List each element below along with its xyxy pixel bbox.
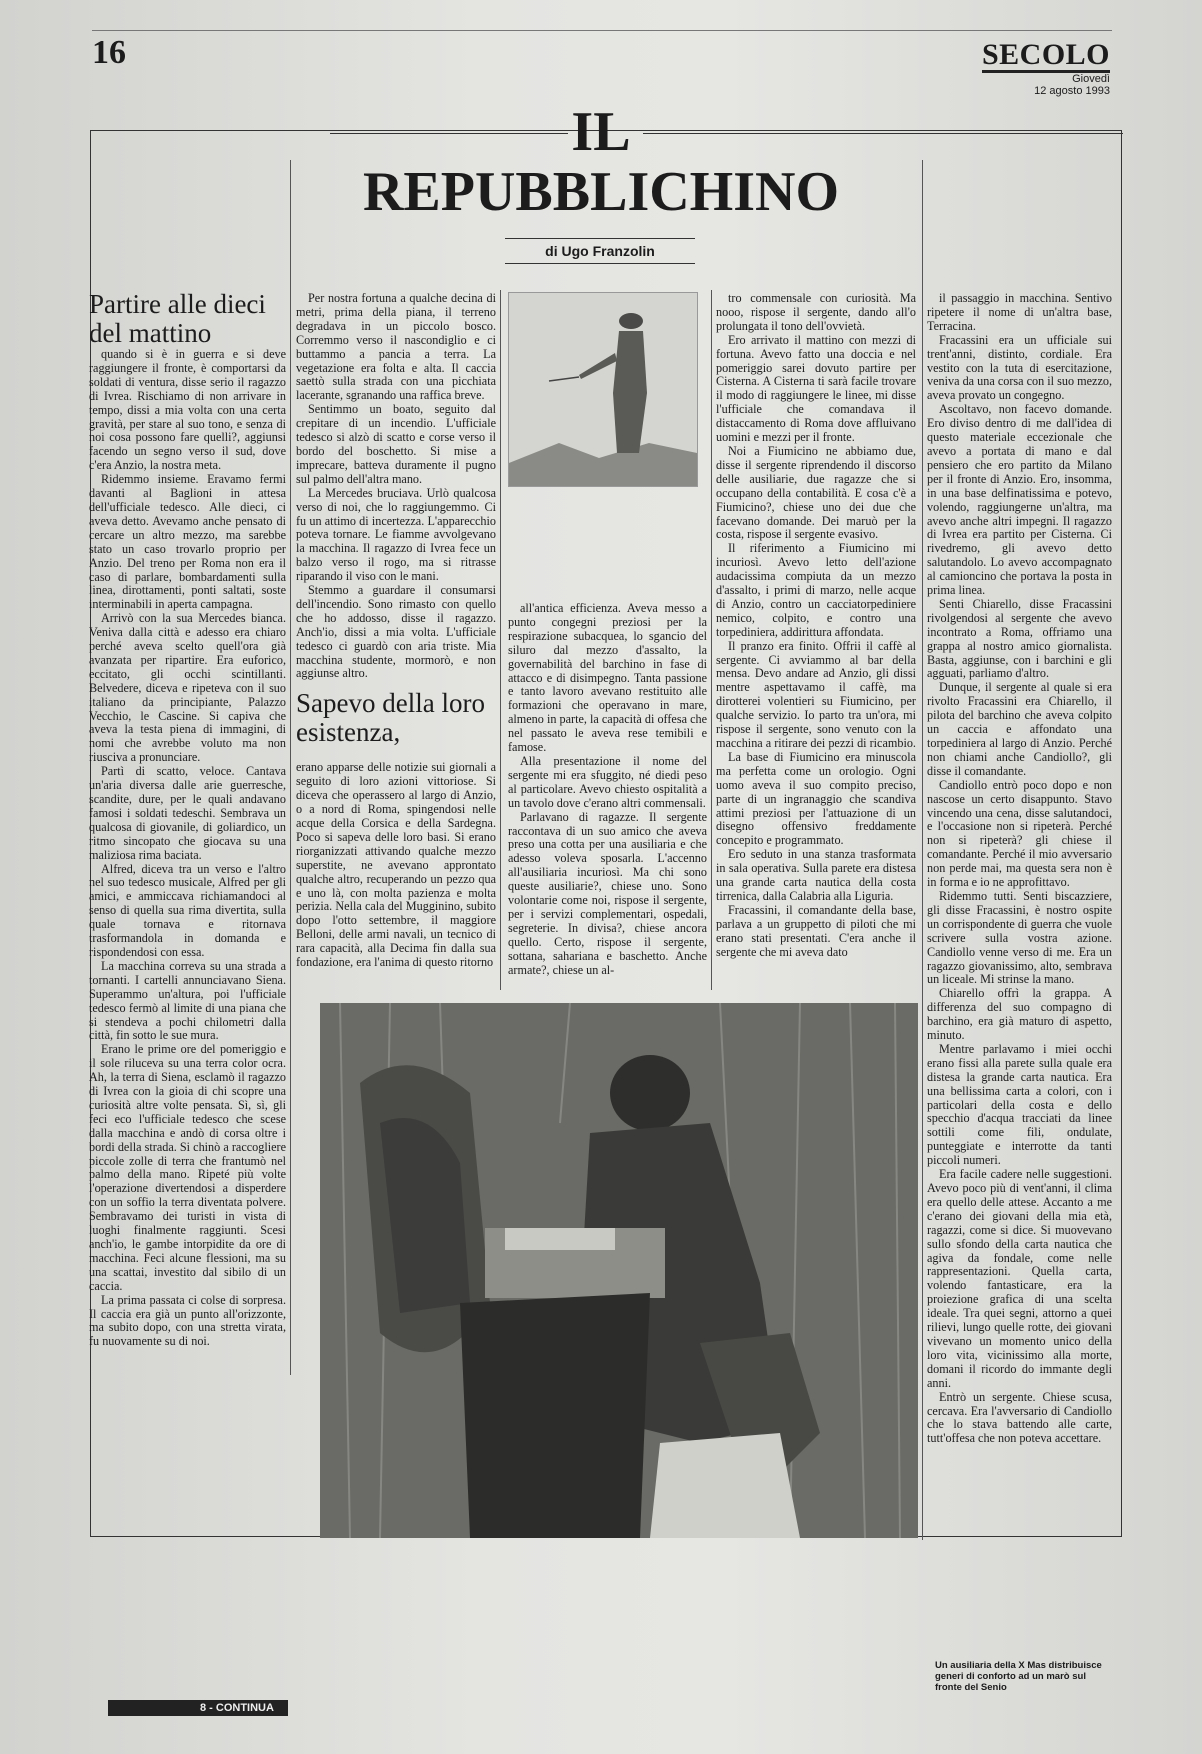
column-rule [922, 160, 923, 1540]
paragraph: Dunque, il sergente al quale si era rivolto Fracassini era Chiarello, il pilota del barchino che aveva colpito un caccia e affondato una torpediniera al largo di Anzio. Perché non chiami anche Candiollo?, gli disse il comandante. [927, 680, 1112, 778]
paragraph: Fracassini era un ufficiale sui trent'anni, distinto, cordiale. Era vestito con la tuta di esercitazione, veniva da una corsa con il suo mezzo, aveva provato un congegno. [927, 332, 1112, 403]
paragraph: Senti Chiarello, disse Fracassini rivolgendosi al sergente che avevo incontrato a Roma, offriamo una grappa al nostro amico giornalista. Basta, aggiunse, con i barchini e gli agguati, parliamo d'altro. [927, 596, 1112, 681]
paragraph: Il riferimento a Fiumicino mi incuriosì. Avevo letto dell'azione audacissima compiuta da un mezzo d'assalto, i primi di marzo, nelle acque di Anzio, contro un cacciatorpediniere nemico, colpito, e contro una torpediniera, addirittura affondata. [716, 541, 916, 639]
article-title-line1: IL [571, 101, 631, 163]
paragraph: Arrivò con la sua Mercedes bianca. Veniva dalla città e adesso era chiaro perché aveva scelto quell'ora già avanzata per ripartire. Era euforico, eccitato, gli occhi scintillanti. Belvedere, diceva e ripeteva con il suo italiano da principiante, Palazzo Vecchio, le Cascine. Si capiva che aveva la testa piena di immagini, di nomi che avrebbe voluto ma non riusciva a pronunciare. [89, 611, 286, 765]
page-number: 16 [92, 34, 126, 71]
article-column-3 [508, 602, 707, 994]
paragraph: Per nostra fortuna a qualche decina di metri, prima della piana, il terreno degradava in un piccolo bosco. Corremmo verso il nascondiglio e ci buttammo a pancia a terra. La vegetazione era folta e alta. Il caccia saettò sulla strada con una picchiata lacerante, sgranando una raffica breve. [296, 291, 496, 403]
article-title-line2: REPUBBLICHINO [362, 161, 840, 223]
article-column-2 [296, 292, 496, 992]
column-rule [290, 160, 291, 1375]
masthead-date: 12 agosto 1993 [1034, 85, 1110, 97]
photo-caption: Un ausiliaria della X Mas distribuisce generi di conforto ad un marò sul fronte del Senio [935, 1660, 1102, 1693]
paragraph: La Mercedes bruciava. Urlò qualcosa verso di noi, che lo raggiungemmo. Ci fu un attimo di incertezza. L'apparecchio poteva tornare. Le fiamme avvolgevano la macchina. Il ragazzo di Ivrea fece un balzo verso il rogo, ma si ritrasse riparando il viso con le mani. [296, 485, 496, 584]
paragraph: Era facile cadere nelle suggestioni. Avevo poco più di vent'anni, il clima era quello delle attese. Accanto a me c'erano dei giovani della mia età, ragazzi, come si dice. Si muovevano sullo sfondo della carta nautica che agiva da fondale, come nelle rappresentazioni. Quella carta, volendo fantasticare, era la proiezione grafica di una scelta ideale. Tra quei segni, attorno a quei rilievi, lungo quelle rotte, dei giovani vivevano un momento unico della loro vita, vicinissimo alla morte, domani il ricordo do immante degli anni. [927, 1167, 1112, 1390]
paragraph: La base di Fiumicino era minuscola ma perfetta come un orologio. Ogni uomo aveva il suo compito preciso, parte di un ingranaggio che scandiva attimi preziosi per l'attuazione di un disegno offensivo freddamente concepito e programmato. [716, 749, 916, 848]
section-heading: Partire alle dieci del mattino [89, 289, 266, 348]
paragraph: Il pranzo era finito. Offrii il caffè al sergente. Ci avviammo al bar della mensa. Devo andare ad Anzio, gli dissi mentre aspettavamo il caffè, ma dirotterei volentieri su Fiumicino, per qualche servizio. Io parto tra un'ora, mi rispose il sergente, sono venuto con la macchina a ritirare dei pezzi di ricambio. [716, 638, 916, 750]
paragraph: tro commensale con curiosità. Ma nooo, rispose il sergente, dando all'o prolungata il tono dell'ovvietà. [716, 291, 916, 333]
article-column-4 [716, 292, 916, 992]
paragraph: Partì di scatto, veloce. Cantava un'aria diversa dalle arie guerresche, scandite, dure, per le quali andavano famosi i soldati tedeschi. Sembrava un qualcosa di giovanile, di goliardico, un ritmo sincopato che giocava su una maliziosa rima baciata. [89, 764, 286, 862]
column-rule [500, 290, 501, 990]
paragraph: Candiollo entrò poco dopo e non nascose un certo disappunto. Stavo vincendo una cena, disse salutandoci, e l'occasione non si ripeterà. Perché non si ripeterà? gli chiese il comandante. Perché il mio avversario non perde mai, ma questa sera non è in forma e io ne approfittavo. [927, 777, 1112, 890]
paragraph: erano apparse delle notizie sui giornali a seguito di loro azioni vittoriose. Si diceva che operassero al largo di Anzio, o a nord di Roma, spingendosi nelle acque della Corsica e della Sardegna. Poco si sapeva delle loro basi. Si erano riorganizzati attivando qualche mezzo superstite, ne avevano approntato qualche altro, recuperando un pezzo qua e uno là, con molta pazienza e molta perizia. Nella cala del Mugginino, subito dopo l'otto settembre, il maggiore Belloni, delle armi navali, un tecnico di rara capacità, alla Decima fin dalla sua fondazione, era l'anima di questo ritorno [296, 760, 496, 970]
paragraph: Ridemmo tutti. Senti biscazziere, gli disse Fracassini, è nostro ospite un corrispondente di guerra che vuole scrivere sulla vostra azione. Candiollo venne verso di me. Era un ragazzo giovanissimo, alto, sembrava un liceale. Mi strinse la mano. [927, 888, 1112, 987]
paragraph: Mentre parlavamo i miei occhi erano fissi alla parete sulla quale era distesa la grande carta nautica. Era una bellissima carta a colori, con i particolari della costa e dello specchio d'acqua tracciati da linee sottili come fili, ondulate, punteggiate e interrotte da tanti piccoli numeri. [927, 1041, 1112, 1168]
article-photo-soldier [508, 292, 698, 487]
paragraph: Noi a Fiumicino ne abbiamo due, disse il sergente riprendendo il discorso delle ausiliarie, due ragazze che si occupano della contabilità. E cosa c'è a Fiumicino?, chiese uno dei due che facevano domande. Dei maruò per la costa, rispose il sergente evasivo. [716, 443, 916, 542]
top-rule [92, 30, 1112, 31]
paragraph: Ero seduto in una stanza trasformata in sala operativa. Sulla parete era distesa una grande carta nautica della costa tirrenica, dalla Calabria alla Liguria. [716, 847, 916, 903]
paragraph: La prima passata ci colse di sorpresa. Il caccia era già un punto all'orizzonte, ma subito dopo, con una stretta virata, fu nuovamente su di noi. [89, 1292, 286, 1349]
photo-soldier-illustration [509, 293, 697, 486]
paragraph: Ascoltavo, non facevo domande. Ero diviso dentro di me dall'idea di questo materiale eccezionale che avevo a portata di mano e dal pensiero che ero partito da Milano per il fronte di Anzio. Ero, insomma, in una base delfinatissima e potevo, volendo, raggiungerne un'altra, ma avevo anche altri impegni. Il ragazzo di Ivrea era partito per Cisterna. Ci rivedremo, gli avevo detto salutandolo. Lo avevo accompagnato al camioncino che portava la posta in prima linea. [927, 402, 1112, 598]
section-heading: Sapevo della loro esistenza, [296, 688, 485, 748]
paragraph: Ridemmo insieme. Eravamo fermi davanti al Baglioni in attesa dell'ufficiale tedesco. Alle dieci, ci aveva detto. Avevamo anche pensato di cercare un altro mezzo, ma sarebbe stato un caso trovarlo proprio per Anzio. Del treno per Roma non era il caso di parlare, bombardamenti sulla linea, dirottamenti, ponti saltati, soste interminabili in aperta campagna. [89, 472, 286, 612]
paragraph: Fracassini, il comandante della base, parlava a un gruppetto di piloti che mi erano stati presentati. C'era anche il sergente che mi aveva dato [716, 902, 916, 959]
masthead-day: Giovedì [1072, 73, 1110, 85]
paragraph: Ero arrivato il mattino con mezzi di fortuna. Avevo fatto una doccia e nel pomeriggio sarei dovuto partire per Cisterna. A Cisterna ti sarà facile trovare il modo di raggiungere le linee, mi disse l'ufficiale che comandava il distaccamento di Roma dove affluivano uomini e mezzi per il fronte. [716, 332, 916, 445]
paragraph: quando si è in guerra e si deve raggiungere il fronte, è comportarsi da soldati di ventura, disse serio il ragazzo di Ivrea. Rischiamo di non arrivare in tempo, dissi a mia volta con una certa gravità, per stare al suo tono, e senza di noi cosa possono fare quelli?, aggiunsi facendo un segno verso il sud, dove c'era Anzio, la nostra meta. [89, 347, 286, 473]
article-column-5 [927, 291, 1112, 1446]
paragraph: Entrò un sergente. Chiese scusa, cercava. Era l'avversario di Candiollo che lo stava battendo alle carte, tutt'offesa che non poteva accettare. [927, 1389, 1112, 1446]
paragraph: Sentimmo un boato, seguito dal crepitare di un incendio. L'ufficiale tedesco si alzò di scatto e corse verso il bordo del boschetto. Si mise a imprecare, batteva duramente il pugno sul palmo dell'altra mano. [296, 402, 496, 486]
paragraph: La macchina correva su una strada a tornanti. I cartelli annunciavano Siena. Superammo un'altura, poi l'ufficiale tedesco fermò al limite di una piana che si stendeva a pochi chilometri dalla città, fin sotto le sue mura. [89, 958, 286, 1043]
paragraph: Stemmo a guardare il consumarsi dell'incendio. Sono rimasto con quello che ho addosso, disse il ragazzo. Anch'io, dissi a mia volta. L'ufficiale tedesco ci guardò con aria triste. Mia macchina studente, mormorò, e non aggiunse altro. [296, 583, 496, 681]
paragraph: Erano le prime ore del pomeriggio e il sole riluceva su una terra color ocra. Ah, la terra di Siena, esclamò il ragazzo di Ivrea con la gioia di chi scopre una curiosità altre volte pensata. Sì, sì, gli feci eco l'ufficiale tedesco che scese dalla macchina e andò di corsa oltre i bordi della strada. Si chinò a raccogliere piccole zolle di terra che frantumò nel palmo della mano. Ripeté più volte l'operazione divertendosi a disperdere con un soffio la terra diventata polvere. Sembravamo dei turisti in vista di luoghi finalmente raggiunti. Scesi anch'io, le gambe intorpidite da ore di macchina. Feci alcune flessioni, ma su una scattai, investito dal sibilo di un caccia. [89, 1042, 286, 1293]
column-rule [711, 290, 712, 990]
paragraph: all'antica efficienza. Aveva messo a punto congegni preziosi per la respirazione subacquea, lo sgancio del siluro dal mezzo d'assalto, la governabilità del barchino in fase di attacco e di disimpegno. Tanta passione e tanto lavoro avevano restituito alle formazioni che operavano in mare, almeno in parte, la capacità di offesa che nel passato le aveva rese temibili e famose. [508, 601, 707, 755]
paragraph: il passaggio in macchina. Sentivo ripetere il nome di un'altra base, Terracina. [927, 291, 1112, 333]
paragraph: Alfred, diceva tra un verso e l'altro nel suo tedesco musicale, Alfred per gli amici, e ammiccava richiamandoci al senso di quella sua rima divertita, sulla quale tornava e ritornava trasformandola in domanda e rispondendosi con essa. [89, 861, 286, 959]
continued-banner: 8 - CONTINUA [108, 1700, 288, 1716]
paragraph: Parlavano di ragazze. Il sergente raccontava di un suo amico che aveva preso una cotta per una ausiliaria e che adesso voleva sposarla. L'accenno all'ausiliaria incuriosì. Ma chi sono queste ausiliarie?, chiese uno. Sono volontarie come noi, rispose il sergente, per i servizi complementari, ospedali, segreterie. In divisa?, chiese ancora quello. Certo, rispose il sergente, sottana, sahariana e baschetto. Anche armate?, chiese un al- [508, 809, 707, 977]
masthead [982, 40, 1110, 97]
article-column-1 [89, 290, 286, 1376]
byline: di Ugo Franzolin [505, 238, 695, 264]
paragraph: Chiarello offrì la grappa. A differenza del suo compagno di barchino, era già maturo di aspetto, minuto. [927, 986, 1112, 1043]
paragraph: Alla presentazione il nome del sergente mi era sfuggito, né diedi peso al particolare. Avevo chiesto ospitalità a un tavolo dove c'erano altri commensali. [508, 753, 707, 810]
article-photo-auxiliary [320, 1003, 918, 1538]
photo-auxiliary-illustration [320, 1003, 918, 1538]
masthead-name: SECOLO [981, 38, 1110, 71]
